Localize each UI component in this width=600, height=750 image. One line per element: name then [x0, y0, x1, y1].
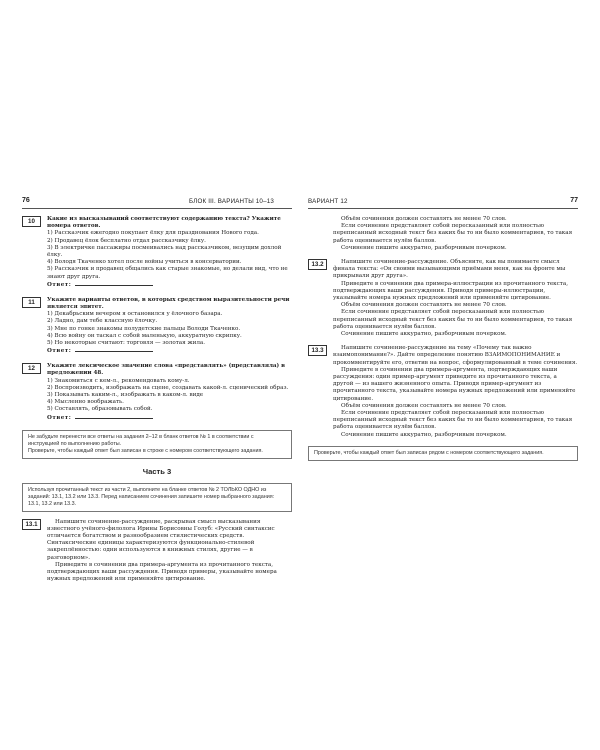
task-paragraph: Если сочинение представляет собой пересказанный или полностью переписанный исходный текст без каких бы то ни было комментариев, то такая работа оценивается нулём баллов.: [333, 309, 573, 330]
task-paragraph: Напишите сочинение-рассуждение, раскрывая смысл высказывания известного учёного-филолога Ирины Борисовны Голуб: «Русский синтаксис отличается богатством и разнообразием стилистических средств. Синтаксические единицы характеризуются функционально-стилевой закреплённостью: одни используются в книжных стилях, другие — в разговорном».: [47, 518, 275, 561]
task-13-1: [22, 519, 292, 584]
task-paragraph: Сочинение пишите аккуратно, разборчивым почерком.: [341, 244, 507, 251]
part-3-instruction: Используя прочитанный текст из части 2, выполните на бланке ответов № 2 ТОЛЬКО ОДНО из заданий: 13.1, 13.2 или 13.3. Перед написанием сочинения запишите номер выбранного задания: 13.1, 13.2 или 13.3.: [22, 483, 292, 512]
left-page: [22, 196, 292, 584]
answer-line: [75, 351, 153, 352]
answer-field: [47, 281, 292, 290]
task-number: 12: [22, 363, 41, 374]
right-page: [308, 196, 578, 461]
notice-line: Проверьте, чтобы каждый ответ был записан в строке с номером соответствующего задания.: [28, 447, 263, 454]
task-paragraph: Если сочинение представляет собой пересказанный или полностью переписанный исходный текст без каких бы то ни было комментариев, то такая работа оценивается нулём баллов.: [333, 223, 573, 244]
check-notice: Проверьте, чтобы каждый ответ был записан рядом с номером соответствующего задания.: [308, 446, 578, 461]
running-header: [22, 196, 292, 209]
part-3-title: Часть 3: [142, 466, 172, 476]
answer-label: Ответ:: [47, 414, 72, 421]
option: 2) Ладно, дам тебе классную ёлочку.: [47, 318, 158, 325]
option: 5) Рассказчик и продавец общались как старые знакомые, но делали вид, что не знают друг друга.: [47, 266, 288, 280]
page-number: 76: [22, 197, 30, 204]
task-paragraph: Сочинение пишите аккуратно, разборчивым почерком.: [341, 331, 507, 338]
task-paragraph: Напишите сочинение-рассуждение на тему «Почему так важно взаимопонимание?». Дайте определение понятию ВЗАИМОПОНИМАНИЕ и прокомментируйте его, ответив на вопрос, сформулированный в теме сочинения.: [333, 345, 578, 366]
running-title: БЛОК III. ВАРИАНТЫ 10–13: [188, 198, 274, 205]
task-number: 13.2: [308, 259, 327, 270]
answer-label: Ответ:: [47, 348, 72, 355]
task-question: Укажите варианты ответов, в которых средством выразительности речи является эпитет.: [47, 296, 290, 311]
task-number: 13.3: [308, 345, 327, 356]
task-paragraph: Объём сочинения должен составлять не менее 70 слов.: [341, 302, 507, 309]
task-paragraph: Сочинение пишите аккуратно, разборчивым почерком.: [341, 431, 507, 438]
task-13-2: [308, 259, 578, 338]
task-paragraph: Напишите сочинение-рассуждение. Объясните, как вы понимаете смысл финала текста: «Он своими вызывающими приёмами меня, как на фронте мы прикрывали друг друга».: [333, 259, 566, 280]
transfer-notice: [22, 430, 292, 459]
answer-line: [75, 418, 153, 419]
task-10: [22, 216, 292, 290]
notice-line: Не забудьте перенести все ответы на задания 2–12 в бланк ответов № 1 в соответствии с инструкцией по выполнению работы.: [28, 433, 254, 447]
option: 1) Рассказчик ежегодно покупает ёлку для празднования Нового года.: [47, 230, 259, 237]
task-13-3: [308, 345, 578, 439]
task-11: [22, 297, 292, 356]
task-12: [22, 363, 292, 422]
option: 4) Мысленно воображать.: [47, 399, 124, 406]
task-paragraph: Приведите в сочинении два примера-аргумента из прочитанного текста, подтверждающих ваши рассуждения. Приводя примеры, указывайте номера нужных предложений или применяйте цитирование.: [47, 561, 277, 583]
option: 1) Декабрьским вечером я остановился у ёлочного базара.: [47, 311, 223, 318]
task-paragraph: Приведите в сочинении два примера-аргумента, подтверждающих ваши рассуждения: один пример-аргумент приведите из прочитанного текста, а другой — из вашего жизненного опыта. Приводя пример-аргумент из прочитанного текста, указывайте номера нужных предложений или применяйте цитирование.: [333, 366, 576, 402]
answer-field: [47, 414, 292, 423]
option: 5) Составлять, образовывать собой.: [47, 406, 153, 413]
answer-line: [75, 285, 153, 286]
task-number: 13.1: [22, 519, 41, 530]
option: 3) В электричке пассажиры посмеивались над рассказчиком, везущим дохлой ёлку.: [47, 244, 282, 259]
option: 1) Знакомиться с кем-л., рекомендовать кому-л.: [47, 377, 190, 384]
page-number: 77: [570, 197, 578, 204]
task-question: Какие из высказываний соответствуют содержанию текста? Укажите номера ответов.: [47, 216, 281, 230]
task-question: Укажите лексическое значение слова «представлять» (представляла) в предложении 48.: [47, 363, 286, 377]
option: 5) Но некоторые считают: торговля — золотая жила.: [47, 340, 205, 347]
task-paragraph: Объём сочинения должен составлять не менее 70 слов.: [341, 402, 507, 409]
option: 4) Всю войну он таскал с собой маленькую, аккуратную скрипку.: [47, 332, 242, 339]
task-paragraph: Объём сочинения должен составлять не менее 70 слов.: [341, 216, 507, 222]
task-number: 10: [22, 216, 41, 227]
option: 3) Показывать каким-л., изображать в каком-л. виде: [47, 392, 204, 399]
task-13-1-continuation: [308, 216, 578, 252]
answer-field: [47, 347, 292, 356]
option: 2) Продавец ёлок бесплатно отдал рассказчику ёлку.: [47, 237, 206, 244]
answer-label: Ответ:: [47, 281, 72, 288]
task-number: 11: [22, 297, 41, 308]
option: 4) Володя Ткаченко хотел после войны учиться в консерватории.: [47, 259, 242, 266]
task-paragraph: Приведите в сочинении два примера-иллюстрации из прочитанного текста, подтверждающих ваши рассуждения. Приводя примеры-иллюстрации, указывайте номера нужных предложений или применяйте цитирование.: [333, 280, 568, 302]
task-paragraph: Если сочинение представляет собой пересказанный или полностью переписанный исходный текст без каких бы то ни было комментариев, то такая работа оценивается нулём баллов.: [333, 410, 573, 431]
running-header: [308, 196, 578, 209]
option: 3) Мне по гонке знакомы полудетские пальцы Володи Ткаченко.: [47, 325, 241, 332]
option: 2) Воспроизводить, изображать на сцене, создавать какой-л. сценический образ.: [47, 384, 289, 391]
running-title: ВАРИАНТ 12: [308, 198, 348, 205]
